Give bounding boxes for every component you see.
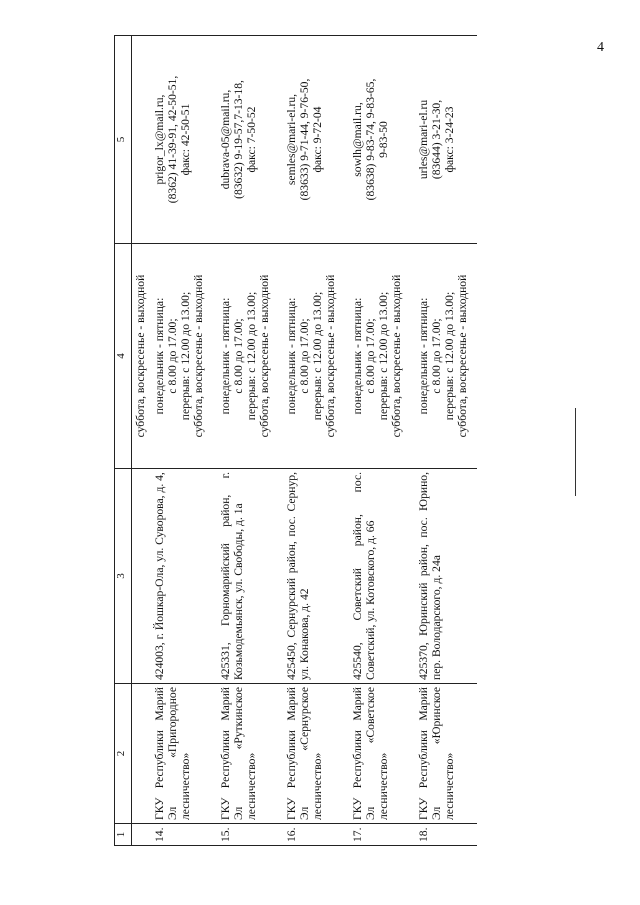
hours-line: понедельник - пятница: [153, 297, 166, 415]
page-number: 4 [597, 40, 604, 55]
hours-line: суббота, воскресенье - выходной [456, 274, 469, 438]
hours-line: суббота, воскресенье - выходной [324, 274, 337, 438]
header-cell-5: 5 [115, 36, 132, 244]
hours-line: с 8.00 до 17.00; [232, 318, 245, 394]
hours-line: перерыв: с 12.00 до 13.00; [311, 291, 324, 421]
hours-line: суббота, воскресенье - выходной [390, 274, 403, 438]
hours-line: суббота, воскресенье - выходной [258, 274, 271, 438]
working-hours [411, 244, 477, 469]
header-cell-2: 2 [115, 684, 132, 824]
working-hours [147, 244, 213, 469]
row-number: 15. [213, 824, 279, 846]
hours-line: перерыв: с 12.00 до 13.00; [245, 291, 258, 421]
contact-line: sowlh@mail.ru, [351, 102, 364, 177]
row-number: 14. [147, 824, 213, 846]
table-row [147, 36, 213, 846]
address: 425331, Горномарийский район, г. Козьмодемьянск, ул. Свободы, д. 1а [213, 469, 279, 684]
carry-over-row [132, 36, 148, 846]
table-header-row [115, 36, 132, 846]
address: 425450, Сернурский район, пос. Сернур, ул. Конакова, д. 42 [279, 469, 345, 684]
hours-line: с 8.00 до 17.00; [430, 318, 443, 394]
organization-name: ГКУ Республики Марий Эл «Пригородное лесничество» [147, 684, 213, 824]
hours-line: перерыв: с 12.00 до 13.00; [377, 291, 390, 421]
address: 425370, Юринский район, пос. Юрино, пер. Володарского, д. 24а [411, 469, 477, 684]
hours-line: понедельник - пятница: [219, 297, 232, 415]
contact-line: факс: 3-24-23 [443, 106, 456, 173]
hours-line: с 8.00 до 17.00; [166, 318, 179, 394]
contact-line: prigor_lx@mail.ru, [153, 94, 166, 185]
hours-line: понедельник - пятница: [351, 297, 364, 415]
hours-line: с 8.00 до 17.00; [298, 318, 311, 394]
contacts [147, 36, 213, 244]
table-row [345, 36, 411, 846]
contact-line: (83632) 9-19-57,7-13-18, [232, 80, 245, 199]
table-row [279, 36, 345, 846]
address: 425540, Советский район, пос. Советский, ул. Котовского, д. 66 [345, 469, 411, 684]
table-row [411, 36, 477, 846]
contact-line: semles@mari-el.ru, [285, 93, 298, 186]
organization-name: ГКУ Республики Марий Эл «Руткинское лесничество» [213, 684, 279, 824]
row-number: 16. [279, 824, 345, 846]
contacts [279, 36, 345, 244]
contact-line: dubrava-05@mail.ru, [219, 89, 232, 190]
hours-line: с 8.00 до 17.00; [364, 318, 377, 394]
contact-line: (83633) 9-71-44, 9-76-50, [298, 78, 311, 201]
carry-over-text: суббота, воскресенье - выходной [132, 244, 148, 469]
hours-line: понедельник - пятница: [285, 297, 298, 415]
table-row [213, 36, 279, 846]
forestry-table [114, 35, 477, 846]
contact-line: факс: 9-72-04 [311, 106, 324, 173]
organization-name: ГКУ Республики Марий Эл «Сернурское лесничество» [279, 684, 345, 824]
header-cell-1: 1 [115, 824, 132, 846]
separator-line [575, 408, 576, 496]
contacts [345, 36, 411, 244]
address: 424003, г. Йошкар-Ола, ул. Суворова, д. 4, [147, 469, 213, 684]
contact-line: (83644) 3-21-30, [430, 99, 443, 180]
contact-line: факс: 42-50-51 [179, 103, 192, 176]
hours-line: понедельник - пятница: [417, 297, 430, 415]
contact-line: urles@mari-el.ru [417, 99, 430, 180]
contact-line: (8362) 41-39-91, 42-50-51, [166, 75, 179, 204]
contact-line: (83638) 9-83-74, 9-83-65, [364, 78, 377, 201]
contacts [213, 36, 279, 244]
contact-line: 9-83-50 [377, 121, 390, 158]
header-cell-4: 4 [115, 244, 132, 469]
row-number: 18. [411, 824, 477, 846]
row-number: 17. [345, 824, 411, 846]
hours-line: суббота, воскресенье - выходной [192, 274, 205, 438]
header-cell-3: 3 [115, 469, 132, 684]
working-hours [279, 244, 345, 469]
working-hours [213, 244, 279, 469]
hours-line: перерыв: с 12.00 до 13.00; [179, 291, 192, 421]
rotated-table-wrapper [114, 36, 634, 846]
working-hours [345, 244, 411, 469]
contact-line: факс: 7-50-52 [245, 106, 258, 173]
contacts [411, 36, 477, 244]
organization-name: ГКУ Республики Марий Эл «Юринское лесничество» [411, 684, 477, 824]
organization-name: ГКУ Республики Марий Эл «Советское лесничество» [345, 684, 411, 824]
hours-line: перерыв: с 12.00 до 13.00; [443, 291, 456, 421]
